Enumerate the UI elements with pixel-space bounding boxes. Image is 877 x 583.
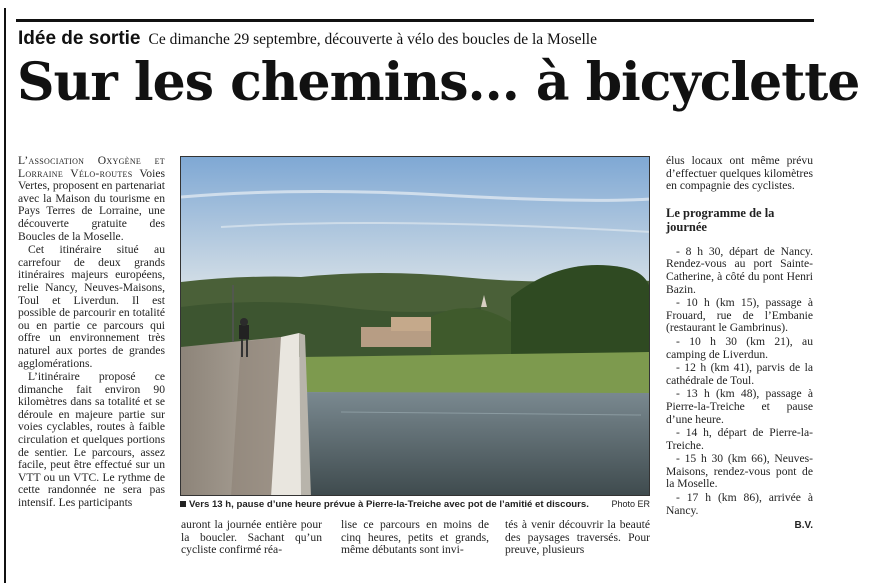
lead-caps: L’association Oxygène et Lorraine Vélo-routes bbox=[18, 154, 165, 180]
column-2-text: auront la journée entière pour la boucler. Sachant qu’un cycliste confirmé réa- bbox=[181, 518, 322, 557]
headline: Sur les chemins... à bicyclette bbox=[17, 52, 860, 113]
caption-marker bbox=[180, 501, 186, 507]
column-4-text: tés à venir découvrir la beauté des paysages traversés. Pour preuve, plusieurs bbox=[505, 518, 650, 557]
program-item: - 17 h (km 86), arrivée à Nancy. bbox=[666, 491, 813, 517]
lead-paragraph bbox=[18, 155, 165, 243]
photo-credit: Photo ER bbox=[611, 499, 650, 509]
article-photo bbox=[180, 156, 650, 496]
bicycle-bridge-photo bbox=[181, 157, 650, 496]
paragraph-2: Cet itinéraire situé au carrefour de deux grands itinéraires majeurs européens, relie Nancy, Neuves-Maisons, Toul et Liverdun. Il est possible de parcourir en totalité ou en partie ce parcours qui offre un environnement très naturel aux portes de grandes agglomérations. bbox=[18, 243, 165, 370]
kicker bbox=[18, 28, 597, 50]
author-signature: B.V. bbox=[794, 520, 813, 532]
program-item: - 12 h (km 41), parvis de la cathédrale de Toul. bbox=[666, 361, 813, 387]
kicker-text: Ce dimanche 29 septembre, découverte à vélo des boucles de la Moselle bbox=[148, 31, 597, 48]
article-column-4 bbox=[505, 519, 650, 558]
program-title: Le programme de la journée bbox=[666, 205, 775, 234]
program-item: - 10 h 30 (km 21), au camping de Liverdun. bbox=[666, 334, 813, 361]
header-rule bbox=[16, 19, 814, 22]
program-item: - 14 h, départ de Pierre-la-Treiche. bbox=[666, 426, 813, 452]
program-item: - 8 h 30, départ de Nancy. Rendez-vous au port Sainte-Catherine, à côté du pont Henri Bazin. bbox=[666, 244, 813, 296]
program-item: - 13 h (km 48), passage à Pierre-la-Treiche et pause d’une heure. bbox=[666, 387, 813, 426]
page-edge-rule bbox=[4, 8, 6, 583]
program-item: - 10 h (km 15), passage à Frouard, rue de l’Embanie (restaurant le Gambrinus). bbox=[666, 296, 813, 335]
photo-caption bbox=[180, 499, 650, 510]
caption-text: Vers 13 h, pause d’une heure prévue à Pierre-la-Treiche avec pot de l’amitié et discours. bbox=[189, 499, 589, 510]
paragraph-3: L’itinéraire proposé ce dimanche fait environ 90 kilomètres dans sa totalité et se déroule en majeure partie sur voies cyclables, routes à faible circulation et quelques portions de sentier. Le parcours, assez facile, peut être effectué sur un VTT ou un VTC. Le rythme de cette randonnée ne sera pas intensif. Les participants bbox=[18, 370, 165, 510]
article-column-2 bbox=[181, 519, 322, 558]
column-5-text: élus locaux ont même prévu d’effectuer quelques kilomètres en compagnie des cyclistes. bbox=[666, 154, 813, 193]
article-column-3 bbox=[341, 519, 489, 558]
lead-rest: Voies Vertes, proposent en partenariat avec la Maison du tourisme en Pays Terres de Lorraine, une découverte gratuite des Boucles de la Moselle. bbox=[18, 166, 165, 243]
program-list bbox=[666, 246, 813, 517]
article-column-5 bbox=[666, 155, 813, 533]
program-item: - 15 h 30 (km 66), Neuves-Maisons, rendez-vous pont de la Moselle. bbox=[666, 452, 813, 491]
column-3-text: lise ce parcours en moins de cinq heures, petits et grands, même débutants sont invi- bbox=[341, 518, 489, 557]
kicker-label: Idée de sortie bbox=[18, 28, 141, 49]
article-column-1 bbox=[18, 155, 165, 511]
